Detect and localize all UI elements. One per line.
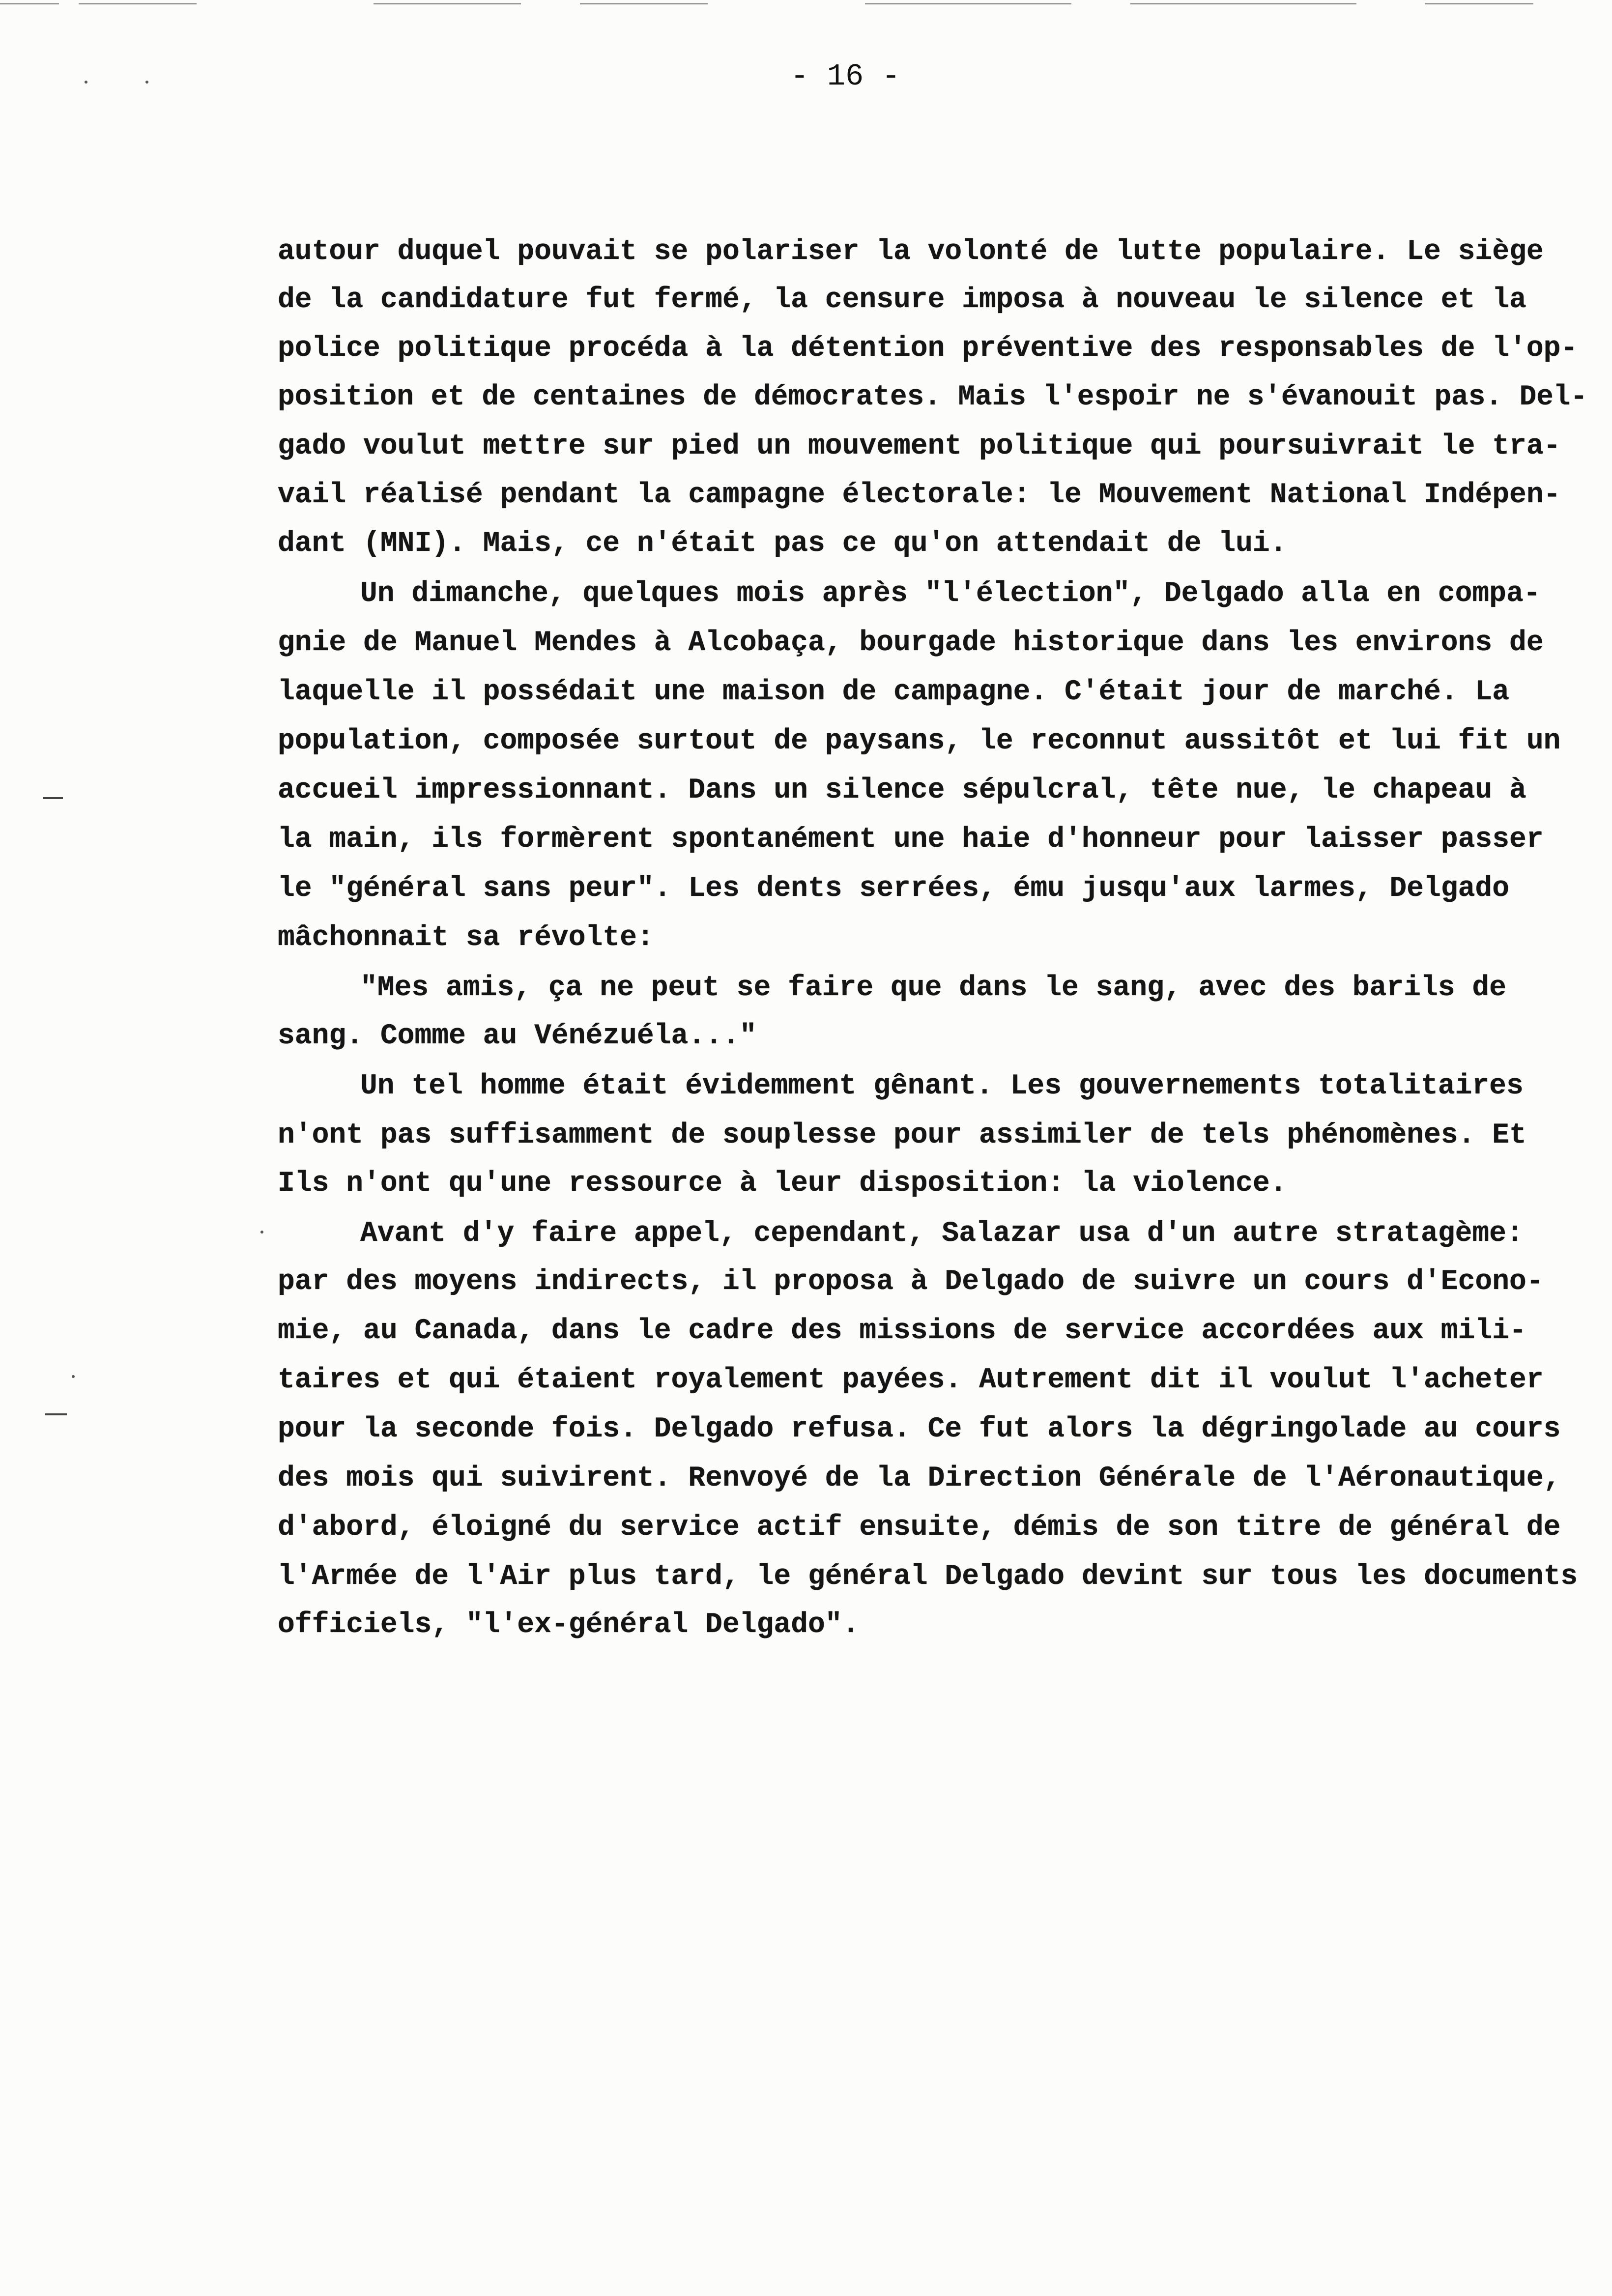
text-line: laquelle il possédait une maison de campagne. C'était jour de marché. La xyxy=(278,676,1510,708)
text-line: de la candidature fut fermé, la censure imposa à nouveau le silence et la xyxy=(278,284,1526,316)
scan-edge-line xyxy=(79,3,197,4)
margin-speck xyxy=(260,1231,263,1234)
text-line: autour duquel pouvait se polariser la volonté de lutte populaire. Le siège xyxy=(278,236,1544,268)
text-line: gnie de Manuel Mendes à Alcobaça, bourgade historique dans les environs de xyxy=(278,627,1544,659)
text-line: gado voulut mettre sur pied un mouvement politique qui poursuivrait le tra- xyxy=(278,430,1561,462)
scan-edge-line xyxy=(1425,3,1533,4)
text-line: taires et qui étaient royalement payées. Autrement dit il voulut l'acheter xyxy=(278,1364,1544,1396)
text-line: sang. Comme au Vénézuéla..." xyxy=(278,1020,757,1052)
text-line: n'ont pas suffisamment de souplesse pour assimiler de tels phénomènes. Et xyxy=(278,1119,1526,1151)
text-line: Ils n'ont qu'une ressource à leur disposition: la violence. xyxy=(278,1168,1287,1200)
margin-tick xyxy=(45,1413,67,1415)
text-line: officiels, "l'ex-général Delgado". xyxy=(278,1609,860,1641)
text-line: d'abord, éloigné du service actif ensuite, démis de son titre de général de xyxy=(278,1512,1561,1544)
margin-speck xyxy=(145,81,148,84)
text-line: vail réalisé pendant la campagne électorale: le Mouvement National Indépen- xyxy=(278,479,1561,511)
margin-speck xyxy=(85,81,87,84)
text-line: population, composée surtout de paysans, le reconnut aussitôt et lui fit un xyxy=(278,725,1561,757)
text-line: la main, ils formèrent spontanément une haie d'honneur pour laisser passer xyxy=(278,824,1544,856)
text-line: police politique procéda à la détention préventive des responsables de l'op- xyxy=(278,333,1578,365)
text-line: "Mes amis, ça ne peut se faire que dans le sang, avec des barils de xyxy=(360,972,1506,1004)
scan-edge-line xyxy=(0,3,59,4)
scan-edge-line xyxy=(580,3,708,4)
scan-edge-line xyxy=(1130,3,1356,4)
text-line: l'Armée de l'Air plus tard, le général Delgado devint sur tous les documents xyxy=(278,1561,1578,1593)
text-line: des mois qui suivirent. Renvoyé de la Direction Générale de l'Aéronautique, xyxy=(278,1463,1561,1494)
margin-speck xyxy=(72,1375,75,1378)
scan-edge-line xyxy=(865,3,1071,4)
text-line: accueil impressionnant. Dans un silence sépulcral, tête nue, le chapeau à xyxy=(278,775,1526,806)
page-number: - 16 - xyxy=(790,59,900,94)
text-line: mie, au Canada, dans le cadre des missions de service accordées aux mili- xyxy=(278,1315,1526,1347)
text-line: position et de centaines de démocrates. Mais l'espoir ne s'évanouit pas. Del- xyxy=(278,381,1588,413)
text-line: Avant d'y faire appel, cependant, Salazar usa d'un autre stratagème: xyxy=(360,1218,1524,1250)
text-line: pour la seconde fois. Delgado refusa. Ce fut alors la dégringolade au cours xyxy=(278,1413,1561,1445)
text-line: le "général sans peur". Les dents serrées, ému jusqu'aux larmes, Delgado xyxy=(278,873,1510,905)
text-line: mâchonnait sa révolte: xyxy=(278,922,654,954)
scan-edge-line xyxy=(374,3,521,4)
text-line: Un tel homme était évidemment gênant. Les gouvernements totalitaires xyxy=(360,1070,1524,1102)
text-line: Un dimanche, quelques mois après "l'élection", Delgado alla en compa- xyxy=(360,578,1541,610)
margin-tick xyxy=(43,797,63,799)
text-line: dant (MNI). Mais, ce n'était pas ce qu'on attendait de lui. xyxy=(278,528,1287,560)
text-line: par des moyens indirects, il proposa à Delgado de suivre un cours d'Econo- xyxy=(278,1266,1544,1298)
